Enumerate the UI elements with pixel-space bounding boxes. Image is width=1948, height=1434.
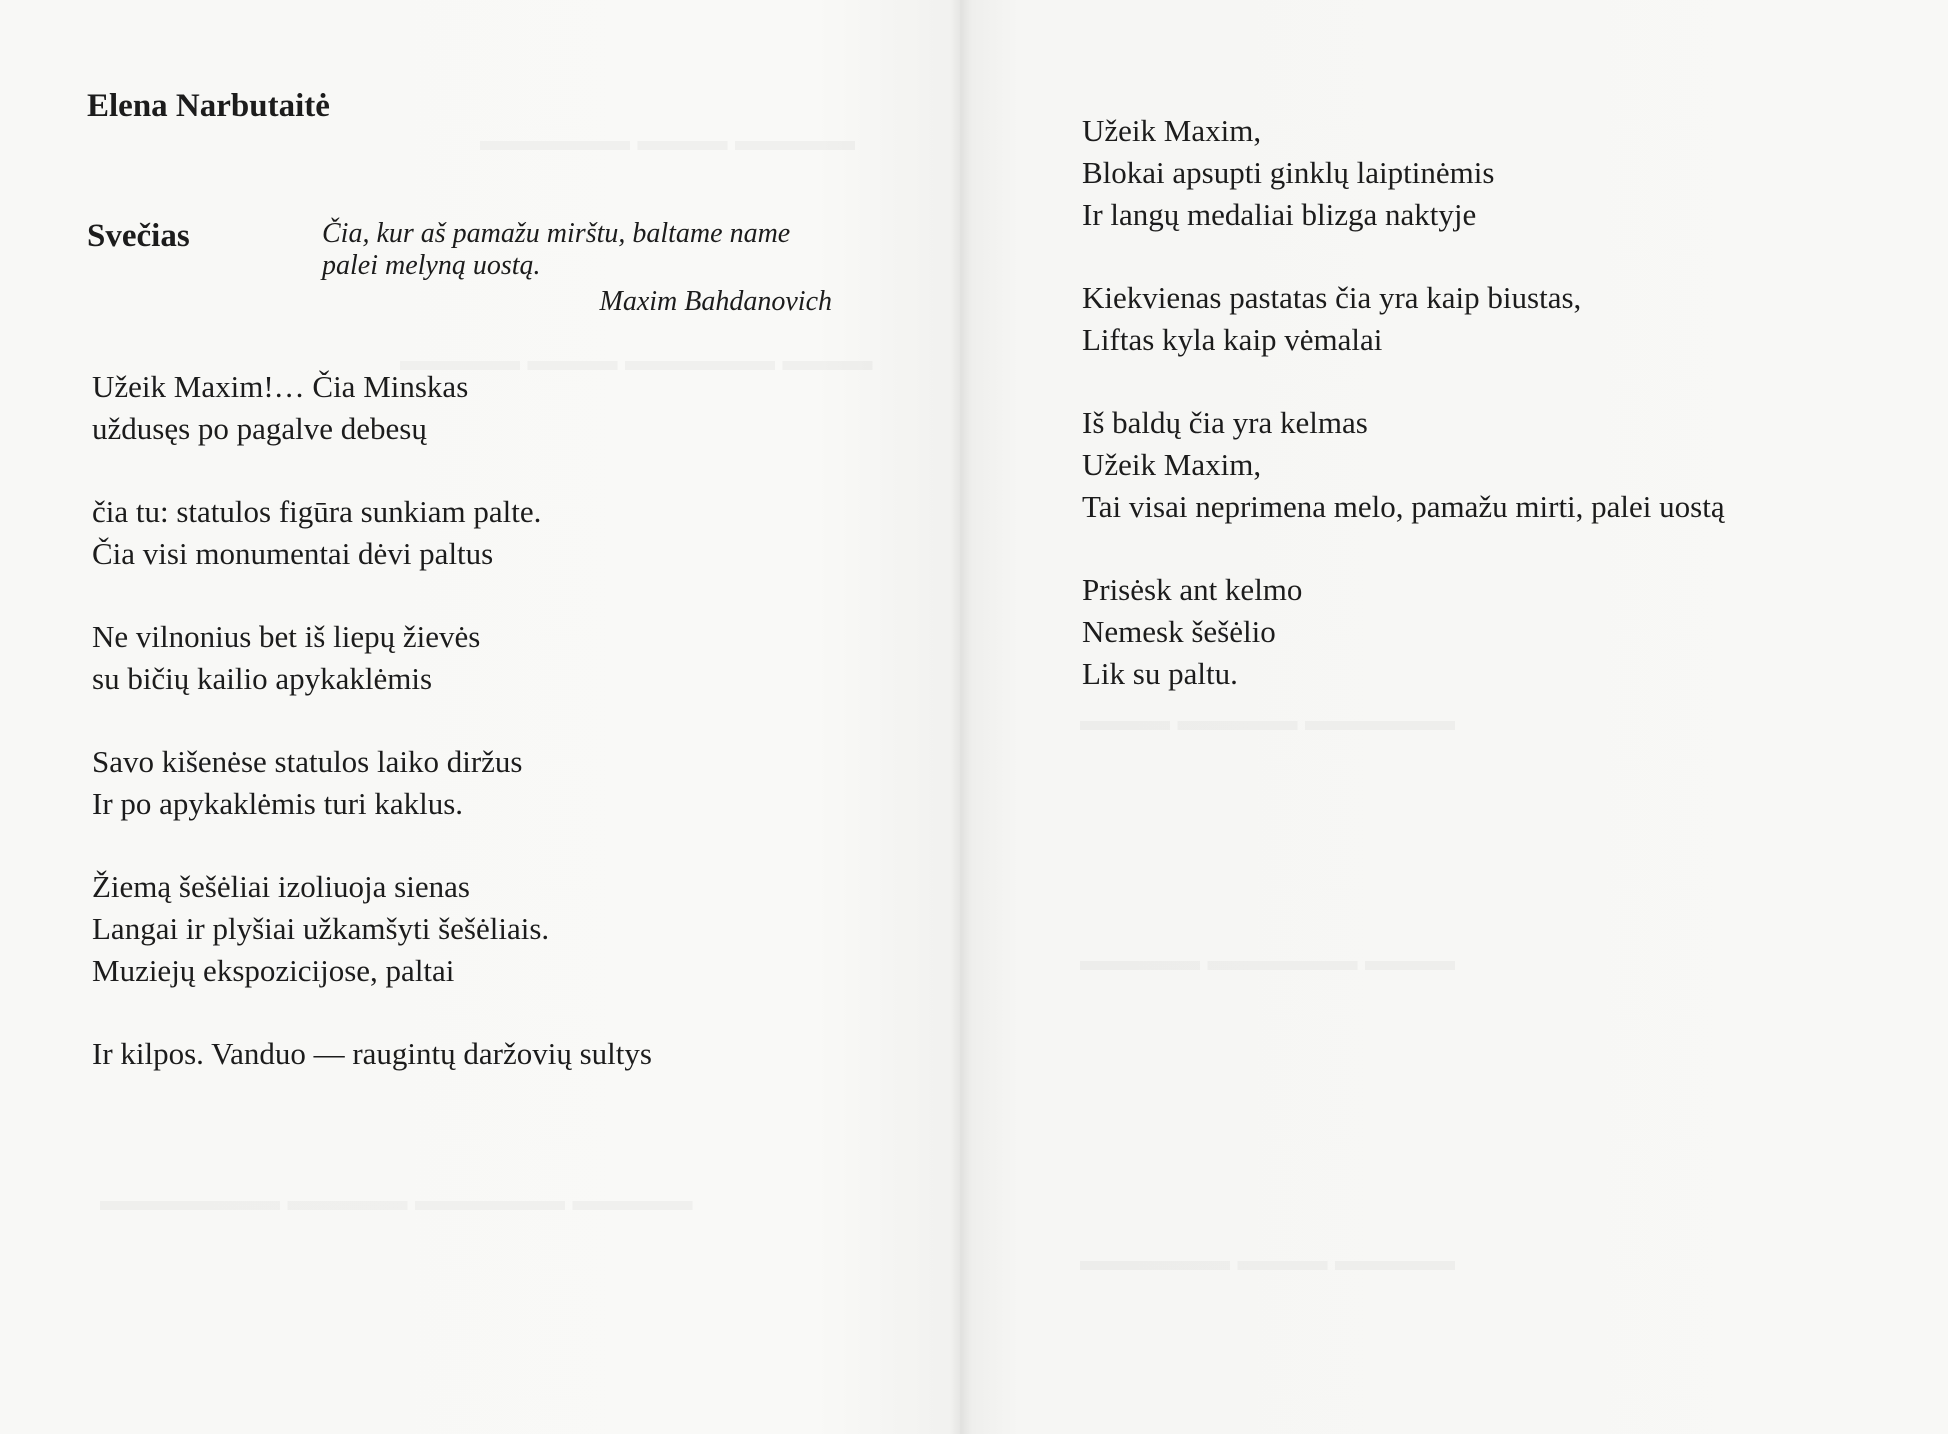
stanza — [1082, 110, 1922, 236]
poem-line: Nemesk šešėlio — [1082, 614, 1276, 649]
book-gutter — [950, 0, 972, 1434]
stanza — [92, 866, 912, 992]
poem-line: Tai visai neprimena melo, pamažu mirti, palei uostą — [1082, 489, 1725, 524]
poem-line: Savo kišenėse statulos laiko diržus — [92, 744, 523, 779]
epigraph-line: palei melyną uostą. — [322, 250, 541, 281]
stanza — [92, 1033, 912, 1075]
poem-line: Čia visi monumentai dėvi paltus — [92, 536, 494, 571]
stanza — [92, 366, 912, 450]
show-through-right — [1080, 940, 1455, 982]
poem-line: Kiekvienas pastatas čia yra kaip biustas, — [1082, 280, 1582, 315]
poem-body-right — [1082, 110, 1922, 736]
author-name: Elena Narbutaitė — [87, 88, 330, 124]
poem-line: Ir po apykaklėmis turi kaklus. — [92, 786, 464, 821]
show-through-left — [100, 1180, 693, 1222]
poem-line: Ir kilpos. Vanduo — raugintų daržovių sultys — [92, 1036, 652, 1071]
stanza — [1082, 277, 1922, 361]
show-through-left — [480, 120, 855, 162]
poem-line: Užeik Maxim!… Čia Minskas — [92, 369, 469, 404]
stanza — [1082, 402, 1922, 528]
poem-line: Prisėsk ant kelmo — [1082, 572, 1303, 607]
poem-body-left — [92, 366, 912, 1116]
poem-line: Iš baldų čia yra kelmas — [1082, 405, 1368, 440]
stanza — [92, 491, 912, 575]
poem-line: Blokai apsupti ginklų laiptinėmis — [1082, 155, 1495, 190]
epigraph — [322, 218, 882, 318]
poem-line: Ne vilnonius bet iš liepų žievės — [92, 619, 481, 654]
poem-line: Muziejų ekspozicijose, paltai — [92, 953, 455, 988]
left-page — [0, 0, 960, 1434]
poem-line: Užeik Maxim, — [1082, 447, 1262, 482]
stanza — [1082, 569, 1922, 695]
epigraph-attribution: Maxim Bahdanovich — [599, 286, 832, 317]
poem-line: čia tu: statulos figūra sunkiam palte. — [92, 494, 542, 529]
show-through-right — [1080, 1240, 1455, 1282]
poem-line: Ir langų medaliai blizga naktyje — [1082, 197, 1477, 232]
poem-line: Užeik Maxim, — [1082, 113, 1262, 148]
poem-line: Liftas kyla kaip vėmalai — [1082, 322, 1383, 357]
epigraph-line: Čia, kur aš pamažu mirštu, baltame name — [322, 218, 791, 249]
right-page — [960, 0, 1948, 1434]
poem-line: uždusęs po pagalve debesų — [92, 411, 427, 446]
poem-line: su bičių kailio apykaklėmis — [92, 661, 433, 696]
poem-line: Žiemą šešėliai izoliuoja sienas — [92, 869, 470, 904]
poem-line: Lik su paltu. — [1082, 656, 1238, 691]
stanza — [92, 741, 912, 825]
poem-line: Langai ir plyšiai užkamšyti šešėliais. — [92, 911, 550, 946]
stanza — [92, 616, 912, 700]
poem-title: Svečias — [87, 218, 190, 254]
